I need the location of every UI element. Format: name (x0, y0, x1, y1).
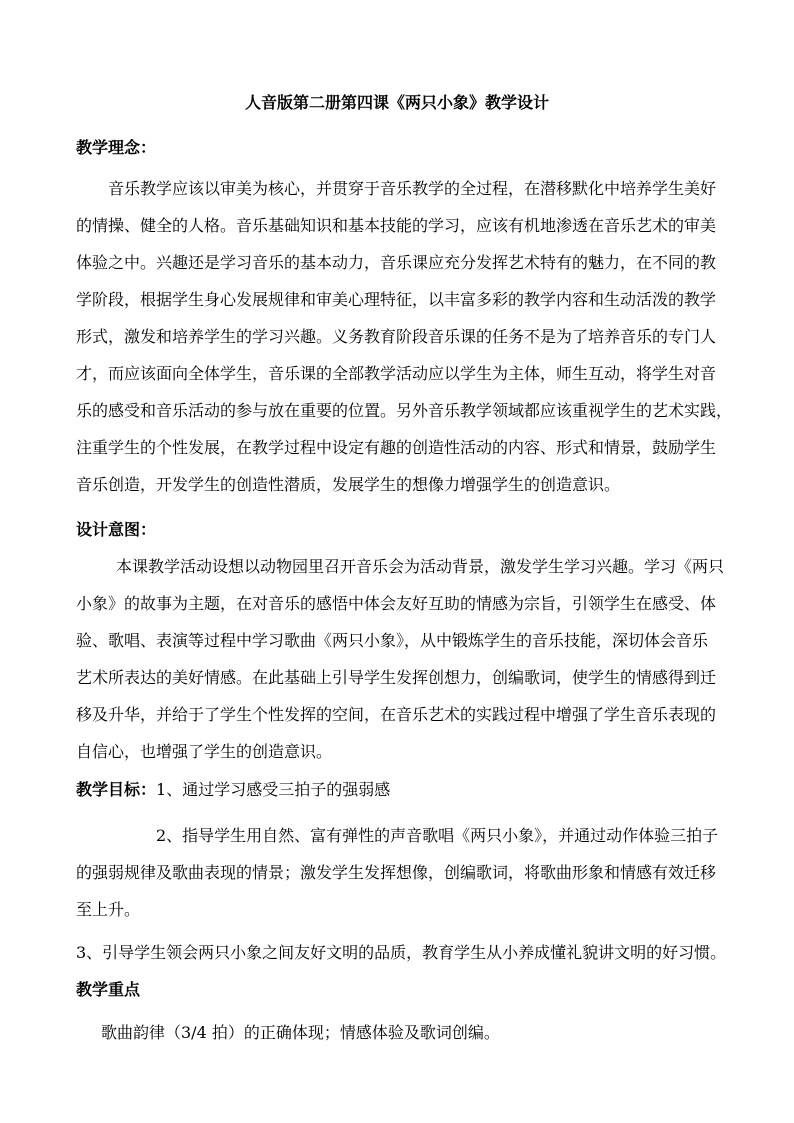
goal-1: 1、通过学习感受三拍子的强弱感 (156, 780, 391, 799)
philosophy-heading: 教学理念： (76, 138, 157, 157)
paragraph-line: 的情操、健全的人格。音乐基础知识和基本技能的学习，应该有机地渗透在音乐艺术的审美 (76, 216, 717, 235)
paragraph-line: 艺术所表达的美好情感。在此基础上引导学生发挥创想力，创编歌词，使学生的情感得到迁 (76, 668, 717, 687)
paragraph-line: 验、歌唱、表演等过程中学习歌曲《两只小象》，从中锻炼学生的音乐技能，深切体会音乐 (76, 631, 709, 650)
paragraph-line: 注重学生的个性发展，在教学过程中设定有趣的创造性活动的内容、形式和情景，鼓励学生 (76, 438, 717, 457)
paragraph-line: 小象》的故事为主题，在对音乐的感悟中体会友好互助的情感为宗旨，引领学生在感受、体 (76, 594, 717, 613)
goals-heading: 教学目标： (76, 780, 157, 799)
goal-2-line: 的强弱规律及歌曲表现的情景；激发学生发挥想像，创编歌词，将歌曲形象和情感有效迁移 (76, 863, 717, 882)
goals-line (76, 779, 390, 801)
paragraph-line: 移及升华，并给于了学生个性发挥的空间，在音乐艺术的实践过程中增强了学生音乐表现的 (76, 705, 717, 724)
document-title: 人音版第二册第四课《两只小象》教学设计 (244, 93, 549, 112)
paragraph-line: 本课教学活动设想以动物园里召开音乐会为活动背景，激发学生学习兴趣。学习《两只 (116, 557, 725, 576)
paragraph-line: 才，而应该面向全体学生，音乐课的全部教学活动应以学生为主体，师生互动，将学生对音 (76, 364, 717, 383)
paragraph-line: 音乐教学应该以审美为核心，并贯穿于音乐教学的全过程，在潜移默化中培养学生美好 (108, 179, 717, 198)
goal-2-line: 2、指导学生用自然、富有弹性的声音歌唱《两只小象》，并通过动作体验三拍子 (156, 826, 719, 845)
intent-heading: 设计意图： (76, 520, 157, 539)
key-points-heading: 教学重点 (76, 980, 141, 999)
paragraph-line: 乐的感受和音乐活动的参与放在重要的位置。另外音乐教学领域都应该重视学生的艺术实践， (76, 401, 733, 420)
key-points-text: 歌曲韵律（3/4 拍）的正确体现；情感体验及歌词创编。 (101, 1023, 500, 1042)
paragraph-line: 自信心，也增强了学生的创造意识。 (76, 742, 333, 761)
goal-3: 3、引导学生领会两只小象之间友好文明的品质，教育学生从小养成懂礼貌讲文明的好习惯。 (76, 943, 727, 962)
paragraph-line: 形式，激发和培养学生的学习兴趣。义务教育阶段音乐课的任务不是为了培养音乐的专门人 (76, 327, 717, 346)
goal-2-line: 至上升。 (76, 900, 141, 919)
paragraph-line: 体验之中。兴趣还是学习音乐的基本动力，音乐课应充分发挥艺术特有的魅力，在不同的教 (76, 253, 717, 272)
paragraph-line: 学阶段，根据学生身心发展规律和审美心理特征，以丰富多彩的教学内容和生动活泼的教学 (76, 290, 717, 309)
paragraph-line: 音乐创造，开发学生的创造性潜质，发展学生的想像力增强学生的创造意识。 (76, 475, 621, 494)
